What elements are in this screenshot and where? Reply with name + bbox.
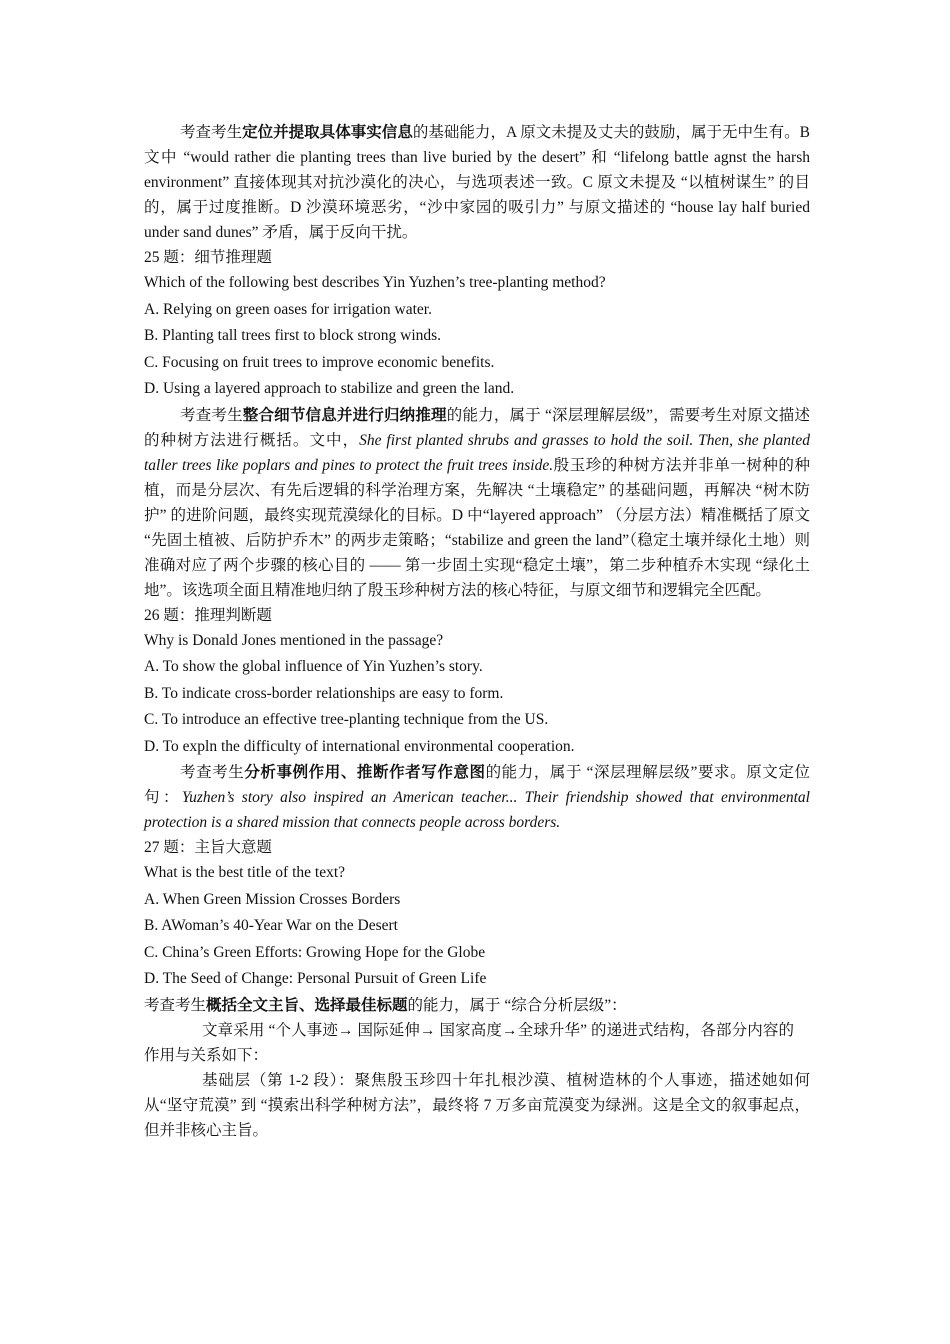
analysis-26-quote: Yuzhen’s story also inspired an American teacher... Their friendship showed that environmental protection is a shared mission that connects people across borders.: [144, 789, 810, 831]
analysis-24-post: 的基础能力，A 原文未提及丈夫的鼓励，属于无中生有。B 文中 “would rather die planting trees than live buried by the desert” 和 “lifelong battle agnst the harsh environment” 直接体现其对抗沙漠化的决心，与选项表述一致。C 原文未提及 “以植树谋生” 的目的，属于过度推断。D 沙漠环境恶劣，“沙中家园的吸引力” 与原文描述的 “house lay half buried under sand dunes” 矛盾，属于反向干扰。: [144, 124, 810, 241]
analysis-26-bold: 分析事例作用、推断作者写作意图: [244, 764, 486, 781]
q27-option-c: C. China’s Green Efforts: Growing Hope for the Globe: [144, 943, 486, 961]
analysis-25: [144, 403, 810, 603]
analysis-24: [144, 120, 810, 245]
analysis-26: [144, 760, 810, 835]
q26-heading: 26 题：推理判断题: [144, 606, 272, 624]
q26-option-b: B. To indicate cross-border relationships are easy to form.: [144, 684, 504, 702]
analysis-26-pre: 考查考生: [180, 764, 245, 781]
analysis-27: [144, 993, 810, 1018]
q26-option-c: C. To introduce an effective tree-planting technique from the US.: [144, 711, 549, 728]
analysis-27-post: 的能力，属于 “综合分析层级”：: [407, 996, 627, 1014]
q25-option-c: C. Focusing on fruit trees to improve economic benefits.: [144, 353, 495, 371]
q25-option-d: D. Using a layered approach to stabilize and green the land.: [144, 380, 515, 397]
document-page: [144, 120, 810, 1143]
q27-option-a: A. When Green Mission Crosses Borders: [144, 890, 401, 908]
analysis-24-bold: 定位并提取具体事实信息: [242, 124, 413, 141]
analysis-25-post: 殷玉珍的种树方法并非单一树种的种植，而是分层次、有先后逻辑的科学治理方案，先解决 “土壤稳定” 的基础问题，再解决 “树木防护” 的进阶问题，最终实现荒漠绿化的目标。D 中“layered approach” （分层方法）精准概括了原文 “先固土植被、后防护乔木” 的两步走策略；“stabilize and green the land”（稳定土壤并绿化土地）则准确对应了两个步骤的核心目的 —— 第一步固土实现“稳定土壤”，第二步种植乔木实现 “绿化土地”。该选项全面且精准地归纳了殷玉珍种树方法的核心特征，与原文细节和逻辑完全匹配。: [144, 456, 810, 599]
q26-option-d: D. To expln the difficulty of international environmental cooperation.: [144, 737, 575, 755]
q25-option-b: B. Planting tall trees first to block strong winds.: [144, 327, 442, 344]
analysis-25-quote: She first planted shrubs and grasses to hold the soil. Then, she planted taller trees like poplars and pines to protect the fruit trees inside.: [144, 431, 810, 474]
q27-option-d: D. The Seed of Change: Personal Pursuit of Green Life: [144, 970, 487, 987]
analysis-27-bold: 概括全文主旨、选择最佳标题: [206, 996, 408, 1014]
q27-basic-layer: 基础层（第 1-2 段）：聚焦殷玉珍四十年扎根沙漠、植树造林的个人事迹，描述她如何从“坚守荒漠” 到 “摸索出科学种树方法”，最终将 7 万多亩荒漠变为绿洲。这是全文的叙事起点，但并非核心主旨。: [144, 1071, 810, 1139]
analysis-27-pre: 考查考生: [144, 996, 207, 1014]
q25-question: Which of the following best describes Yin Yuzhen’s tree-planting method?: [144, 274, 606, 291]
analysis-26-mid: 的能力，属于 “深层理解层级”要求。原文定位句：: [144, 764, 810, 806]
q27-structure: 文章采用 “个人事迹→ 国际延伸→ 国家高度→全球升华” 的递进式结构，各部分内容的作用与关系如下：: [144, 1021, 794, 1064]
q25-option-a: A. Relying on green oases for irrigation water.: [144, 300, 432, 318]
analysis-25-mid: 的能力，属于 “深层理解层级”，需要考生对原文描述的种树方法进行概括。文中，: [144, 406, 810, 449]
q26-question: Why is Donald Jones mentioned in the passage?: [144, 631, 444, 649]
q27-heading: 27 题：主旨大意题: [144, 839, 272, 856]
q26-option-a: A. To show the global influence of Yin Yuzhen’s story.: [144, 658, 483, 675]
analysis-24-pre: 考查考生: [180, 124, 243, 141]
q27-question: What is the best title of the text?: [144, 864, 346, 881]
analysis-25-pre: 考查考生: [180, 406, 243, 424]
analysis-25-bold: 整合细节信息并进行归纳推理: [242, 406, 447, 424]
q25-heading: 25 题：细节推理题: [144, 249, 272, 266]
q27-option-b: B. AWoman’s 40-Year War on the Desert: [144, 917, 398, 934]
